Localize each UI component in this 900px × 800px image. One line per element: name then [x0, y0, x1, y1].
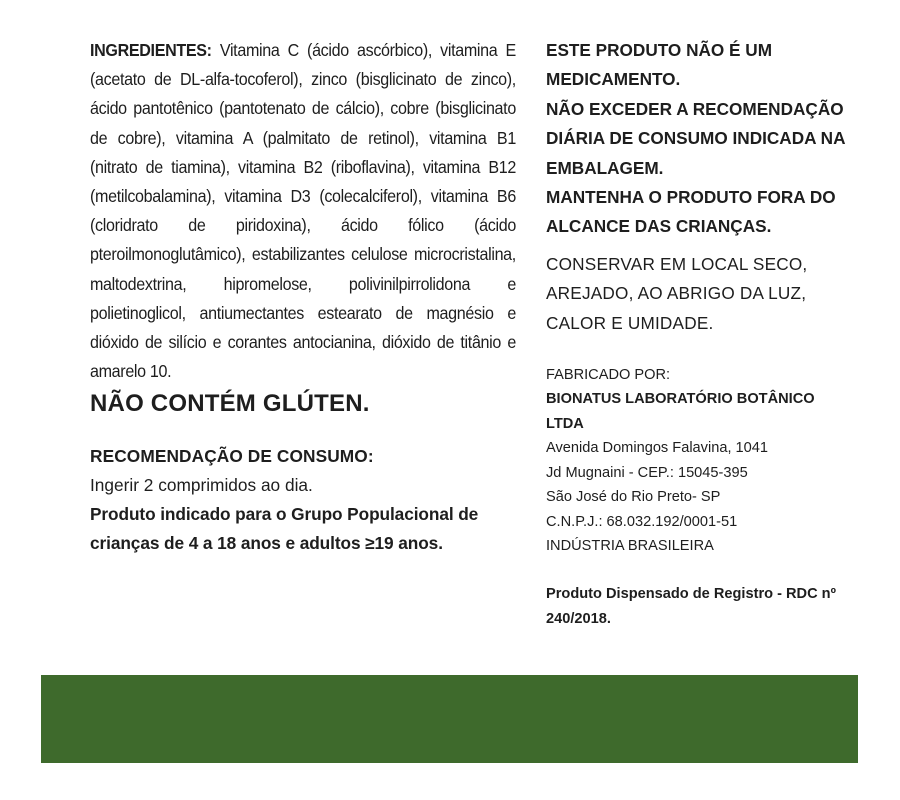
ingredients-text: Vitamina C (ácido ascórbico), vitamina E (acetato de DL-alfa-tocoferol), zinco (bisglicinato de zinco), ácido pantotênico (pantotenato de cálcio), cobre (bisglicinato de cobre), vitamina A (palmitato de retinol), vitamina B1 (nitrato de tiamina), vitamina B2 (riboflavina), vitamina B12 (metilcobalamina), vitamina D3 (colecalciferol), vitamina B6 (cloridrato de piridoxina), ácido fólico (ácido pteroilmonoglutâmico), estabilizantes celulose microcristalina, maltodextrina, hipromelose, polivinilpirrolidona e polietinoglicol, antiumectantes estearato de magnésio e dióxido de silício e corantes antocianina, dióxido de titânio e amarelo 10. [90, 40, 516, 382]
ingredients-label: INGREDIENTES: [90, 40, 212, 60]
left-column [90, 36, 516, 558]
warning-not-medicine: ESTE PRODUTO NÃO É UM MEDICAMENTO. [546, 40, 773, 90]
recommendation-title: RECOMENDAÇÃO DE CONSUMO: [90, 446, 374, 467]
recommendation-dosage: Ingerir 2 comprimidos ao dia. [90, 475, 313, 496]
recommendation-target-group: Produto indicado para o Grupo Populacional de crianças de 4 a 18 anos e adultos ≥19 anos. [90, 504, 479, 554]
warning-daily-limit: NÃO EXCEDER A RECOMENDAÇÃO DIÁRIA DE CONSUMO INDICADA NA EMBALAGEM. [546, 98, 845, 178]
manufacturer-cnpj: C.N.P.J.: 68.032.192/0001-51 [546, 513, 738, 530]
manufacturer-address: Avenida Domingos Falavina, 1041 [546, 440, 769, 457]
manufacturer-label: FABRICADO POR: [546, 367, 671, 384]
green-band [41, 675, 858, 763]
warning-children: MANTENHA O PRODUTO FORA DO ALCANCE DAS CRIANÇAS. [546, 187, 836, 237]
right-column [546, 36, 846, 631]
manufacturer-origin: INDÚSTRIA BRASILEIRA [546, 537, 714, 554]
storage-instructions: CONSERVAR EM LOCAL SECO, AREJADO, AO ABRIGO DA LUZ, CALOR E UMIDADE. [546, 253, 808, 333]
registration-notice: Produto Dispensado de Registro - RDC nº 240/2018. [546, 586, 836, 627]
manufacturer-name: BIONATUS LABORATÓRIO BOTÂNICO LTDA [546, 391, 815, 432]
manufacturer-district: Jd Mugnaini - CEP.: 15045-395 [546, 464, 748, 481]
manufacturer-info [546, 363, 846, 558]
gluten-notice: NÃO CONTÉM GLÚTEN. [90, 390, 370, 418]
ingredients-paragraph [90, 36, 516, 386]
manufacturer-city: São José do Rio Preto- SP [546, 489, 721, 506]
